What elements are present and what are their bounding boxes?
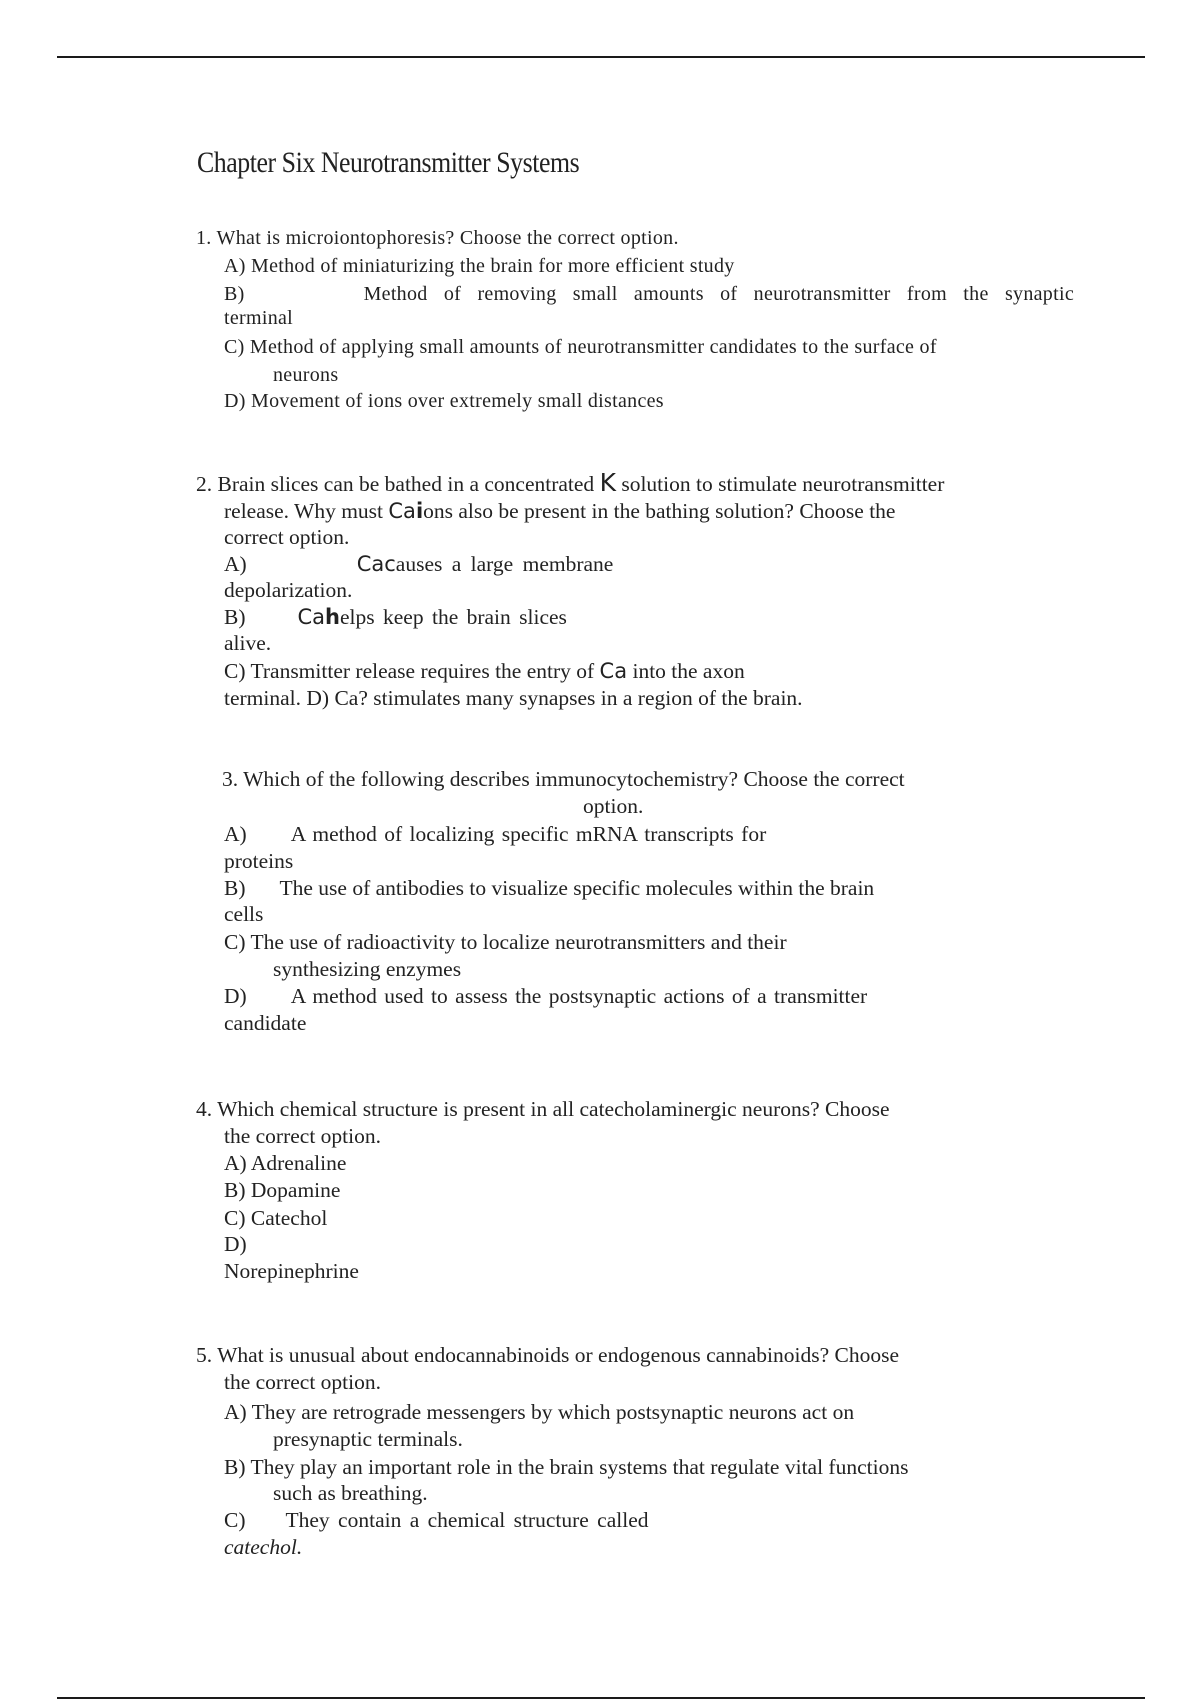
question-1-stem: 1. What is microiontophoresis? Choose the correct option. (196, 227, 679, 249)
question-3-option-a: A) A method of localizing specific mRNA transcripts for (224, 822, 767, 846)
question-2-stem-line-2: release. Why must Caions also be present in the bathing solution? Choose the (224, 499, 896, 523)
question-5-option-a: A) They are retrograde messengers by which postsynaptic neurons act on (224, 1400, 855, 1424)
question-1-option-b-cont: terminal (224, 307, 294, 329)
question-1-option-a: A) Method of miniaturizing the brain for more efficient study (224, 255, 735, 277)
question-4-option-c: C) Catechol (224, 1206, 328, 1230)
question-3-option-c: C) The use of radioactivity to localize neurotransmitters and their (224, 930, 787, 954)
question-4-stem-cont: the correct option. (224, 1124, 382, 1148)
question-5-stem-cont: the correct option. (224, 1370, 382, 1394)
question-2-option-b-cont: alive. (224, 631, 272, 655)
option-b-text: Method of removing small amounts of neurotransmitter from the synaptic (363, 283, 1074, 305)
question-3-stem: 3. Which of the following describes immunocytochemistry? Choose the correct (222, 767, 905, 791)
question-3-stem-cont: option. (583, 794, 644, 818)
question-1-option-c-cont: neurons (273, 364, 339, 386)
top-rule (57, 56, 1145, 58)
question-3-option-d-cont: candidate (224, 1011, 307, 1035)
question-4-stem: 4. Which chemical structure is present in all catecholaminergic neurons? Choose (196, 1097, 890, 1121)
question-1-option-b (224, 281, 1074, 307)
page-title: Chapter Six Neurotransmitter Systems (197, 146, 580, 179)
question-5-stem: 5. What is unusual about endocannabinoids or endogenous cannabinoids? Choose (196, 1343, 899, 1367)
question-3-option-b-cont: cells (224, 902, 264, 926)
question-5-option-b-cont: such as breathing. (273, 1481, 428, 1505)
potassium-symbol: K (599, 468, 616, 497)
question-1-option-c: C) Method of applying small amounts of neurotransmitter candidates to the surface of (224, 336, 937, 358)
question-4-option-a: A) Adrenaline (224, 1151, 347, 1175)
question-1-option-d: D) Movement of ions over extremely small distances (224, 390, 664, 412)
bottom-rule (57, 1697, 1145, 1699)
question-2-stem: 2. Brain slices can be bathed in a concentrated K solution to stimulate neurotransmitter (196, 468, 945, 497)
question-3-option-a-cont: proteins (224, 849, 294, 873)
question-2-option-c-cont-and-d: terminal. D) Ca? stimulates many synapses in a region of the brain. (224, 686, 803, 710)
question-2-option-a-cont: depolarization. (224, 578, 353, 602)
question-4-option-d-cont: Norepinephrine (224, 1259, 359, 1283)
question-3-option-c-cont: synthesizing enzymes (273, 957, 462, 981)
question-3-option-b: B) The use of antibodies to visualize specific molecules within the brain (224, 876, 875, 900)
question-5-option-b: B) They play an important role in the brain systems that regulate vital functions (224, 1455, 909, 1479)
question-3-option-d: D) A method used to assess the postsynaptic actions of a transmitter (224, 984, 868, 1008)
option-b-label: B) (224, 283, 245, 305)
question-4-option-b: B) Dopamine (224, 1178, 341, 1202)
question-2-option-c: C) Transmitter release requires the entry of Ca into the axon (224, 659, 745, 683)
question-2-option-b: B) Cahelps keep the brain slices (224, 605, 567, 629)
question-4-option-d: D) (224, 1232, 247, 1256)
question-2-stem-line-3: correct option. (224, 525, 350, 549)
question-5-option-c: C) They contain a chemical structure called (224, 1508, 649, 1532)
question-5-option-c-cont: catechol. (224, 1535, 303, 1559)
question-2-option-a: A) Cacauses a large membrane (224, 552, 614, 576)
question-5-option-a-cont: presynaptic terminals. (273, 1427, 463, 1451)
